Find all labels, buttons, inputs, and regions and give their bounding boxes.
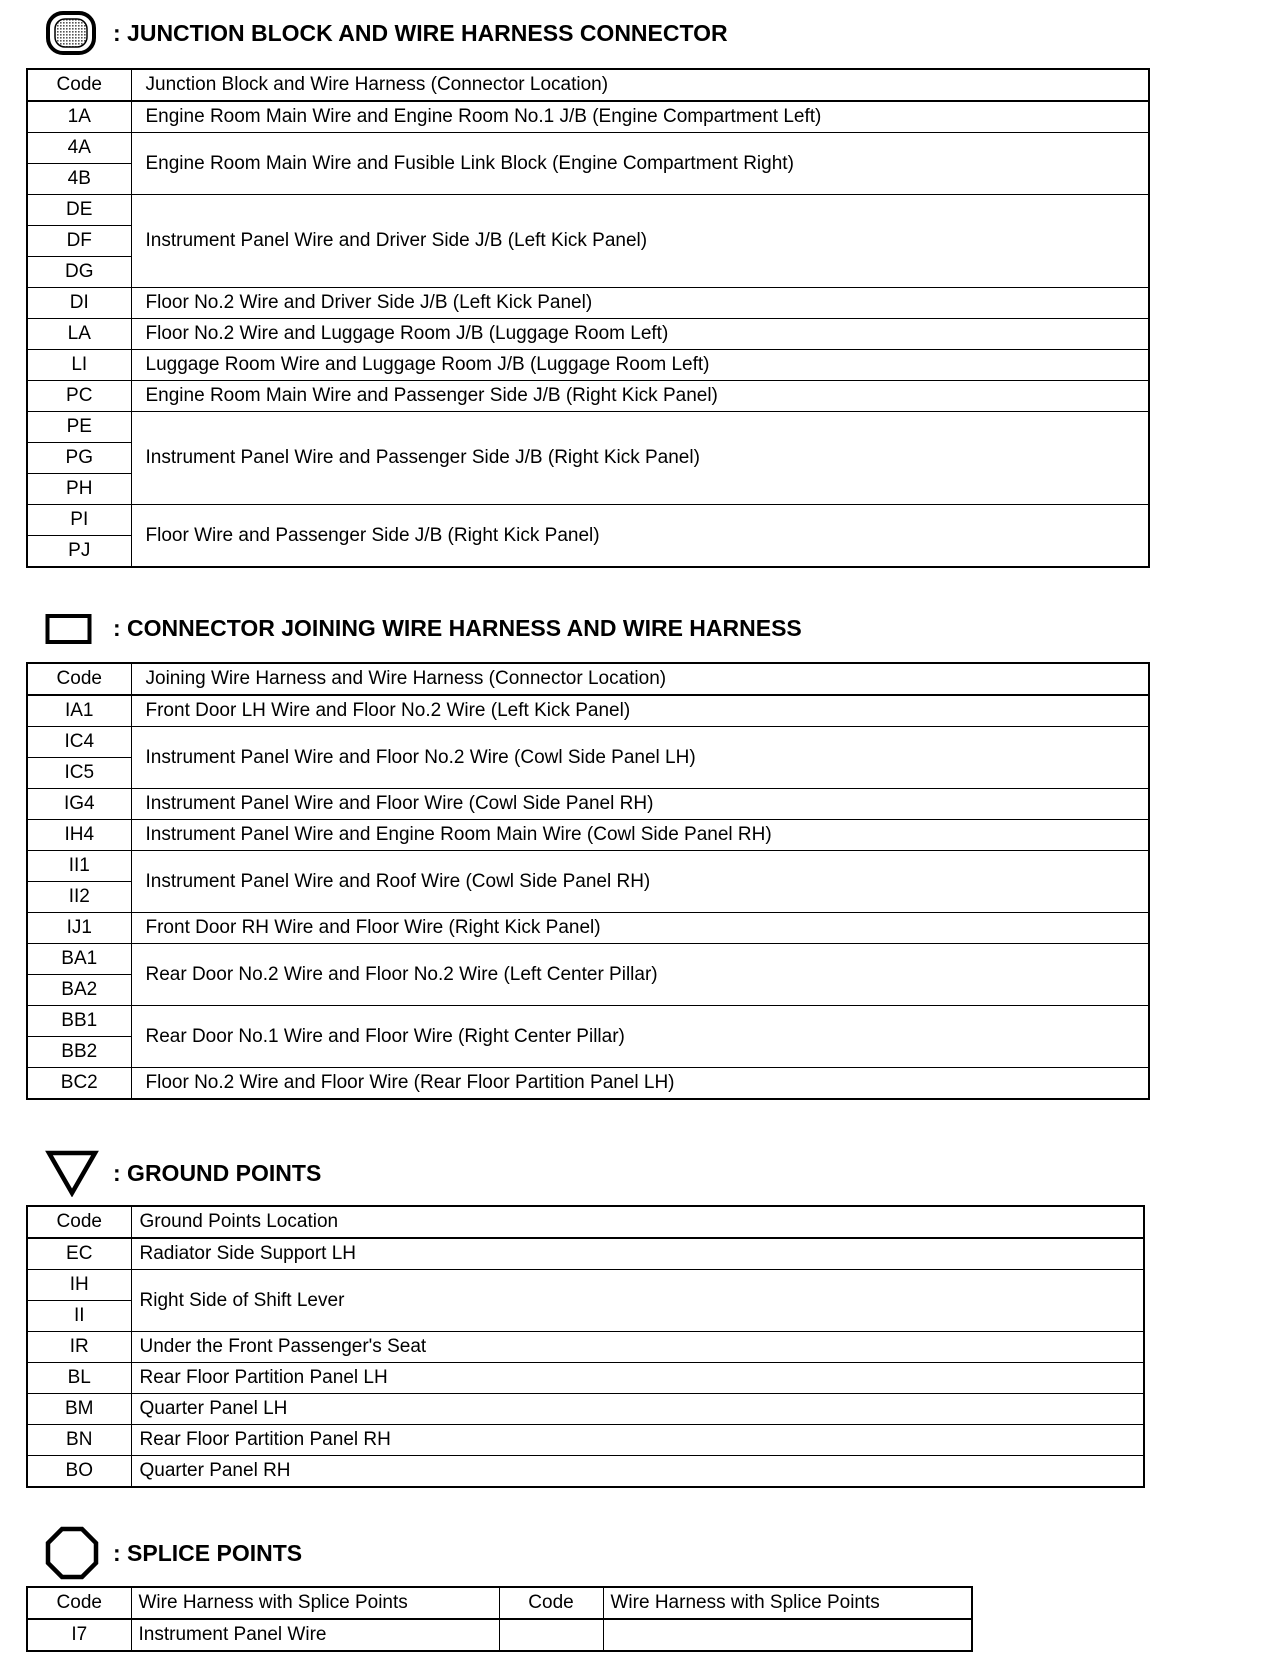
splice-octagon-icon [45, 1526, 99, 1580]
table-row [27, 695, 1149, 727]
code-cell: IC5 [27, 758, 131, 789]
code-cell: BB2 [27, 1037, 131, 1068]
code-cell: PC [27, 381, 131, 412]
desc-cell: Front Door RH Wire and Floor Wire (Right Kick Panel) [131, 913, 1149, 944]
code-cell: DI [27, 288, 131, 319]
code-cell: II1 [27, 851, 131, 882]
desc-cell: Front Door LH Wire and Floor No.2 Wire (Left Kick Panel) [131, 695, 1149, 727]
code-cell: DF [27, 226, 131, 257]
code-cell: LI [27, 350, 131, 381]
ground-table [26, 1205, 1145, 1488]
table-row [27, 1394, 1144, 1425]
code-cell: BM [27, 1394, 131, 1425]
ground-triangle-icon [45, 1149, 99, 1197]
junction-section-title: : JUNCTION BLOCK AND WIRE HARNESS CONNECTOR [113, 19, 728, 46]
desc-cell: Instrument Panel Wire and Engine Room Main Wire (Cowl Side Panel RH) [131, 820, 1149, 851]
table-header-row [27, 1587, 972, 1619]
table-row [27, 101, 1149, 133]
table-row [27, 1363, 1144, 1394]
code-cell [499, 1619, 603, 1651]
table-row [27, 1425, 1144, 1456]
desc-cell: Floor Wire and Passenger Side J/B (Right Kick Panel) [131, 505, 1149, 568]
header-desc: Junction Block and Wire Harness (Connector Location) [131, 69, 1149, 101]
connector-rectangle-icon [45, 611, 95, 645]
table-row [27, 1270, 1144, 1301]
table-row [27, 350, 1149, 381]
table-row [27, 1238, 1144, 1270]
code-cell: IG4 [27, 789, 131, 820]
desc-cell: Engine Room Main Wire and Fusible Link Block (Engine Compartment Right) [131, 133, 1149, 195]
splice-section-header [45, 1528, 302, 1578]
joining-section-header [45, 603, 802, 653]
splice-section-title: : SPLICE POINTS [113, 1539, 303, 1566]
desc-cell: Instrument Panel Wire and Floor Wire (Cowl Side Panel RH) [131, 789, 1149, 820]
joining-table [26, 662, 1150, 1100]
code-cell: IH4 [27, 820, 131, 851]
desc-cell: Engine Room Main Wire and Engine Room No.1 J/B (Engine Compartment Left) [131, 101, 1149, 133]
desc-cell: Rear Floor Partition Panel RH [131, 1425, 1144, 1456]
desc-cell: Instrument Panel Wire and Floor No.2 Wire (Cowl Side Panel LH) [131, 727, 1149, 789]
desc-cell: Instrument Panel Wire and Driver Side J/B (Left Kick Panel) [131, 195, 1149, 288]
header-desc: Wire Harness with Splice Points [131, 1587, 499, 1619]
header-code: Code [27, 1587, 131, 1619]
code-cell: II [27, 1301, 131, 1332]
header-desc: Wire Harness with Splice Points [603, 1587, 972, 1619]
table-row [27, 789, 1149, 820]
code-cell: BA1 [27, 944, 131, 975]
code-cell: BO [27, 1456, 131, 1488]
table-row [27, 820, 1149, 851]
code-cell: BA2 [27, 975, 131, 1006]
junction-section-header [45, 8, 728, 58]
desc-cell: Instrument Panel Wire and Passenger Side J/B (Right Kick Panel) [131, 412, 1149, 505]
code-cell: LA [27, 319, 131, 350]
ground-section-title: : GROUND POINTS [113, 1159, 322, 1186]
desc-cell: Luggage Room Wire and Luggage Room J/B (Luggage Room Left) [131, 350, 1149, 381]
table-row [27, 288, 1149, 319]
code-cell: 4B [27, 164, 131, 195]
desc-cell: Floor No.2 Wire and Driver Side J/B (Left Kick Panel) [131, 288, 1149, 319]
table-row [27, 913, 1149, 944]
table-row [27, 851, 1149, 882]
code-cell: EC [27, 1238, 131, 1270]
desc-cell: Quarter Panel RH [131, 1456, 1144, 1488]
desc-cell: Floor No.2 Wire and Luggage Room J/B (Luggage Room Left) [131, 319, 1149, 350]
code-cell: BL [27, 1363, 131, 1394]
header-code: Code [499, 1587, 603, 1619]
table-row [27, 412, 1149, 443]
header-code: Code [27, 1206, 131, 1238]
header-code: Code [27, 69, 131, 101]
table-header-row [27, 69, 1149, 101]
table-row [27, 944, 1149, 975]
code-cell: BN [27, 1425, 131, 1456]
table-header-row [27, 663, 1149, 695]
code-cell: 4A [27, 133, 131, 164]
code-cell: IH [27, 1270, 131, 1301]
table-row [27, 1332, 1144, 1363]
code-cell: DG [27, 257, 131, 288]
code-cell: IJ1 [27, 913, 131, 944]
ground-section-header [45, 1148, 321, 1198]
joining-section-title: : CONNECTOR JOINING WIRE HARNESS AND WIRE HARNESS [113, 614, 802, 641]
table-row [27, 195, 1149, 226]
junction-table [26, 68, 1150, 568]
header-desc: Joining Wire Harness and Wire Harness (Connector Location) [131, 663, 1149, 695]
table-row [27, 1006, 1149, 1037]
code-cell: 1A [27, 101, 131, 133]
code-cell: DE [27, 195, 131, 226]
table-row [27, 727, 1149, 758]
table-row [27, 505, 1149, 536]
desc-cell: Radiator Side Support LH [131, 1238, 1144, 1270]
code-cell: BB1 [27, 1006, 131, 1037]
table-row [27, 319, 1149, 350]
desc-cell: Rear Door No.1 Wire and Floor Wire (Right Center Pillar) [131, 1006, 1149, 1068]
table-row [27, 133, 1149, 164]
header-desc: Ground Points Location [131, 1206, 1144, 1238]
splice-table [26, 1586, 973, 1652]
code-cell: I7 [27, 1619, 131, 1651]
table-row [27, 381, 1149, 412]
junction-block-icon [45, 10, 97, 56]
code-cell: PH [27, 474, 131, 505]
code-cell: IR [27, 1332, 131, 1363]
desc-cell: Under the Front Passenger's Seat [131, 1332, 1144, 1363]
desc-cell: Quarter Panel LH [131, 1394, 1144, 1425]
table-header-row [27, 1206, 1144, 1238]
table-row [27, 1456, 1144, 1488]
desc-cell: Right Side of Shift Lever [131, 1270, 1144, 1332]
desc-cell: Rear Floor Partition Panel LH [131, 1363, 1144, 1394]
desc-cell: Engine Room Main Wire and Passenger Side J/B (Right Kick Panel) [131, 381, 1149, 412]
code-cell: II2 [27, 882, 131, 913]
desc-cell: Floor No.2 Wire and Floor Wire (Rear Floor Partition Panel LH) [131, 1068, 1149, 1100]
header-code: Code [27, 663, 131, 695]
code-cell: IA1 [27, 695, 131, 727]
code-cell: PJ [27, 536, 131, 568]
desc-cell: Rear Door No.2 Wire and Floor No.2 Wire (Left Center Pillar) [131, 944, 1149, 1006]
table-row [27, 1068, 1149, 1100]
table-row [27, 1619, 972, 1651]
code-cell: PE [27, 412, 131, 443]
code-cell: IC4 [27, 727, 131, 758]
code-cell: PG [27, 443, 131, 474]
desc-cell: Instrument Panel Wire [131, 1619, 499, 1651]
desc-cell [603, 1619, 972, 1651]
desc-cell: Instrument Panel Wire and Roof Wire (Cowl Side Panel RH) [131, 851, 1149, 913]
code-cell: BC2 [27, 1068, 131, 1100]
code-cell: PI [27, 505, 131, 536]
